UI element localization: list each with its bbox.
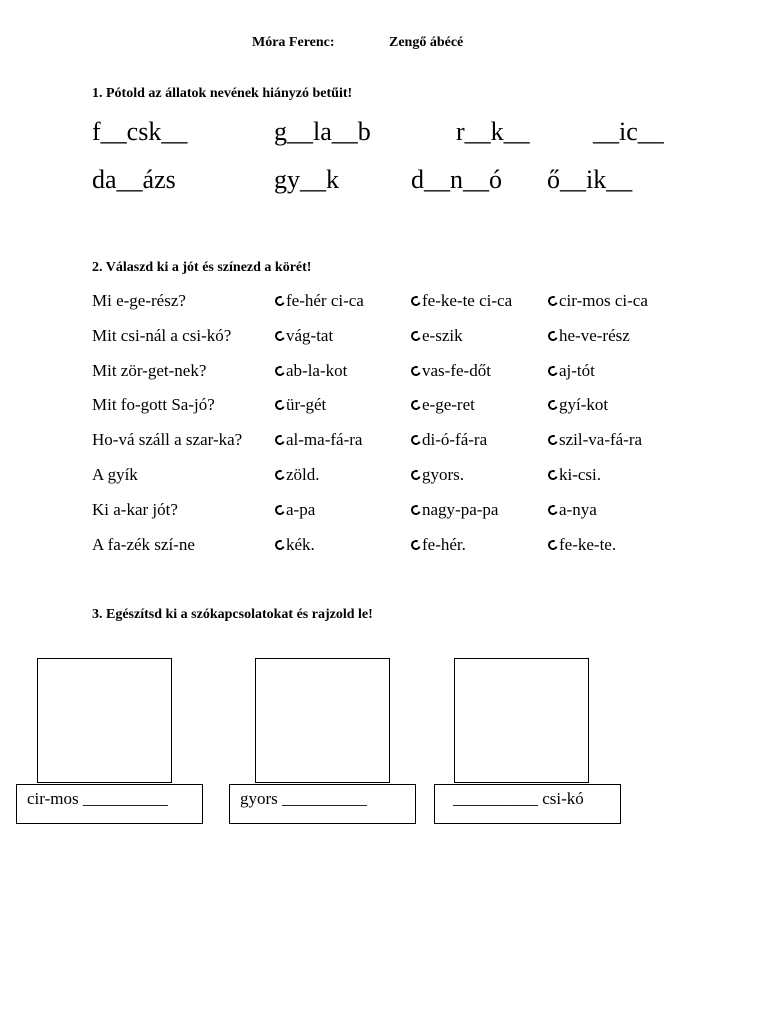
answer-option[interactable] <box>275 361 347 381</box>
answer-option[interactable] <box>275 500 315 520</box>
answer-option[interactable] <box>411 395 475 415</box>
word-blank: da__ázs <box>92 165 176 194</box>
question-text: Ho-vá száll a szar-ka? <box>92 430 243 449</box>
answer-circle-icon[interactable] <box>274 399 287 412</box>
answer-option-label: gyors. <box>422 465 465 484</box>
word-blank: g__la__b <box>274 117 371 146</box>
answer-option-label: zöld. <box>286 465 320 484</box>
answer-option-label: gyí-kot <box>559 395 609 414</box>
answer-option[interactable] <box>411 326 463 346</box>
answer-circle-icon[interactable] <box>547 539 560 552</box>
answer-option-label: a-pa <box>286 500 316 519</box>
question-text: Ki a-kar jót? <box>92 500 178 519</box>
answer-circle-icon[interactable] <box>274 330 287 343</box>
answer-circle-icon[interactable] <box>547 434 560 447</box>
answer-circle-icon[interactable] <box>547 330 560 343</box>
answer-option-label: he-ve-rész <box>559 326 630 345</box>
answer-option[interactable] <box>548 465 601 485</box>
answer-circle-icon[interactable] <box>410 434 423 447</box>
phrase-field[interactable]: __________ csi-kó <box>434 784 621 824</box>
answer-option-label: vas-fe-dőt <box>422 361 491 380</box>
answer-option[interactable] <box>411 291 512 311</box>
question-text: Mi e-ge-rész? <box>92 291 186 310</box>
answer-circle-icon[interactable] <box>274 295 287 308</box>
section-3-title: 3. Egészítsd ki a szókapcsolatokat és rajzold le! <box>92 607 373 622</box>
section-2-title: 2. Válaszd ki a jót és színezd a körét! <box>92 260 312 275</box>
answer-option-label: aj-tót <box>559 361 595 380</box>
answer-option[interactable] <box>275 291 364 311</box>
author-name: Móra Ferenc: <box>252 35 335 50</box>
answer-circle-icon[interactable] <box>274 539 287 552</box>
answer-option[interactable] <box>275 535 315 555</box>
answer-circle-icon[interactable] <box>547 399 560 412</box>
answer-circle-icon[interactable] <box>547 295 560 308</box>
answer-circle-icon[interactable] <box>410 399 423 412</box>
answer-option[interactable] <box>275 430 362 450</box>
answer-circle-icon[interactable] <box>547 504 560 517</box>
answer-circle-icon[interactable] <box>410 504 423 517</box>
word-blank: r__k__ <box>456 117 530 146</box>
answer-option[interactable] <box>411 535 466 555</box>
answer-option-label: fe-hér ci-ca <box>286 291 364 310</box>
question-text: A fa-zék szí-ne <box>92 535 195 554</box>
answer-option-label: e-szik <box>422 326 463 345</box>
answer-option-label: fe-hér. <box>422 535 466 554</box>
question-text: Mit zör-get-nek? <box>92 361 207 380</box>
answer-option[interactable] <box>275 326 333 346</box>
answer-circle-icon[interactable] <box>547 365 560 378</box>
document-title: Zengő ábécé <box>389 35 464 50</box>
answer-option-label: nagy-pa-pa <box>422 500 499 519</box>
word-blank: gy__k <box>274 165 339 194</box>
answer-option-label: di-ó-fá-ra <box>422 430 488 449</box>
answer-option[interactable] <box>275 395 326 415</box>
question-text: A gyík <box>92 465 138 484</box>
answer-option[interactable] <box>411 361 491 381</box>
answer-circle-icon[interactable] <box>410 539 423 552</box>
answer-option[interactable] <box>548 326 630 346</box>
answer-circle-icon[interactable] <box>274 365 287 378</box>
answer-option[interactable] <box>548 291 648 311</box>
answer-circle-icon[interactable] <box>274 469 287 482</box>
answer-circle-icon[interactable] <box>410 469 423 482</box>
answer-option-label: ki-csi. <box>559 465 602 484</box>
phrase-field[interactable]: gyors __________ <box>229 784 416 824</box>
question-text: Mit csi-nál a csi-kó? <box>92 326 232 345</box>
answer-option[interactable] <box>411 465 464 485</box>
phrase-field[interactable]: cir-mos __________ <box>16 784 203 824</box>
answer-circle-icon[interactable] <box>547 469 560 482</box>
answer-option-label: ür-gét <box>286 395 327 414</box>
answer-option[interactable] <box>548 535 616 555</box>
answer-option[interactable] <box>275 465 320 485</box>
drawing-box[interactable] <box>454 658 589 783</box>
answer-option-label: fe-ke-te ci-ca <box>422 291 513 310</box>
word-blank: d__n__ó <box>411 165 502 194</box>
answer-option-label: vág-tat <box>286 326 334 345</box>
question-text: Mit fo-gott Sa-jó? <box>92 395 215 414</box>
answer-option[interactable] <box>548 395 608 415</box>
answer-circle-icon[interactable] <box>410 330 423 343</box>
answer-option[interactable] <box>411 500 498 520</box>
answer-option-label: cir-mos ci-ca <box>559 291 648 310</box>
word-blank: f__csk__ <box>92 117 188 146</box>
drawing-box[interactable] <box>255 658 390 783</box>
answer-option-label: ab-la-kot <box>286 361 348 380</box>
answer-option-label: fe-ke-te. <box>559 535 617 554</box>
answer-circle-icon[interactable] <box>410 365 423 378</box>
answer-circle-icon[interactable] <box>410 295 423 308</box>
answer-option-label: e-ge-ret <box>422 395 475 414</box>
answer-option[interactable] <box>411 430 487 450</box>
answer-option-label: a-nya <box>559 500 597 519</box>
answer-option-label: kék. <box>286 535 315 554</box>
answer-option-label: al-ma-fá-ra <box>286 430 363 449</box>
answer-option[interactable] <box>548 361 595 381</box>
answer-option[interactable] <box>548 430 642 450</box>
drawing-box[interactable] <box>37 658 172 783</box>
word-blank: __ic__ <box>593 117 664 146</box>
section-1-title: 1. Pótold az állatok nevének hiányzó betűit! <box>92 86 353 101</box>
answer-option-label: szil-va-fá-ra <box>559 430 643 449</box>
answer-circle-icon[interactable] <box>274 504 287 517</box>
answer-circle-icon[interactable] <box>274 434 287 447</box>
word-blank: ő__ik__ <box>547 165 633 194</box>
answer-option[interactable] <box>548 500 597 520</box>
